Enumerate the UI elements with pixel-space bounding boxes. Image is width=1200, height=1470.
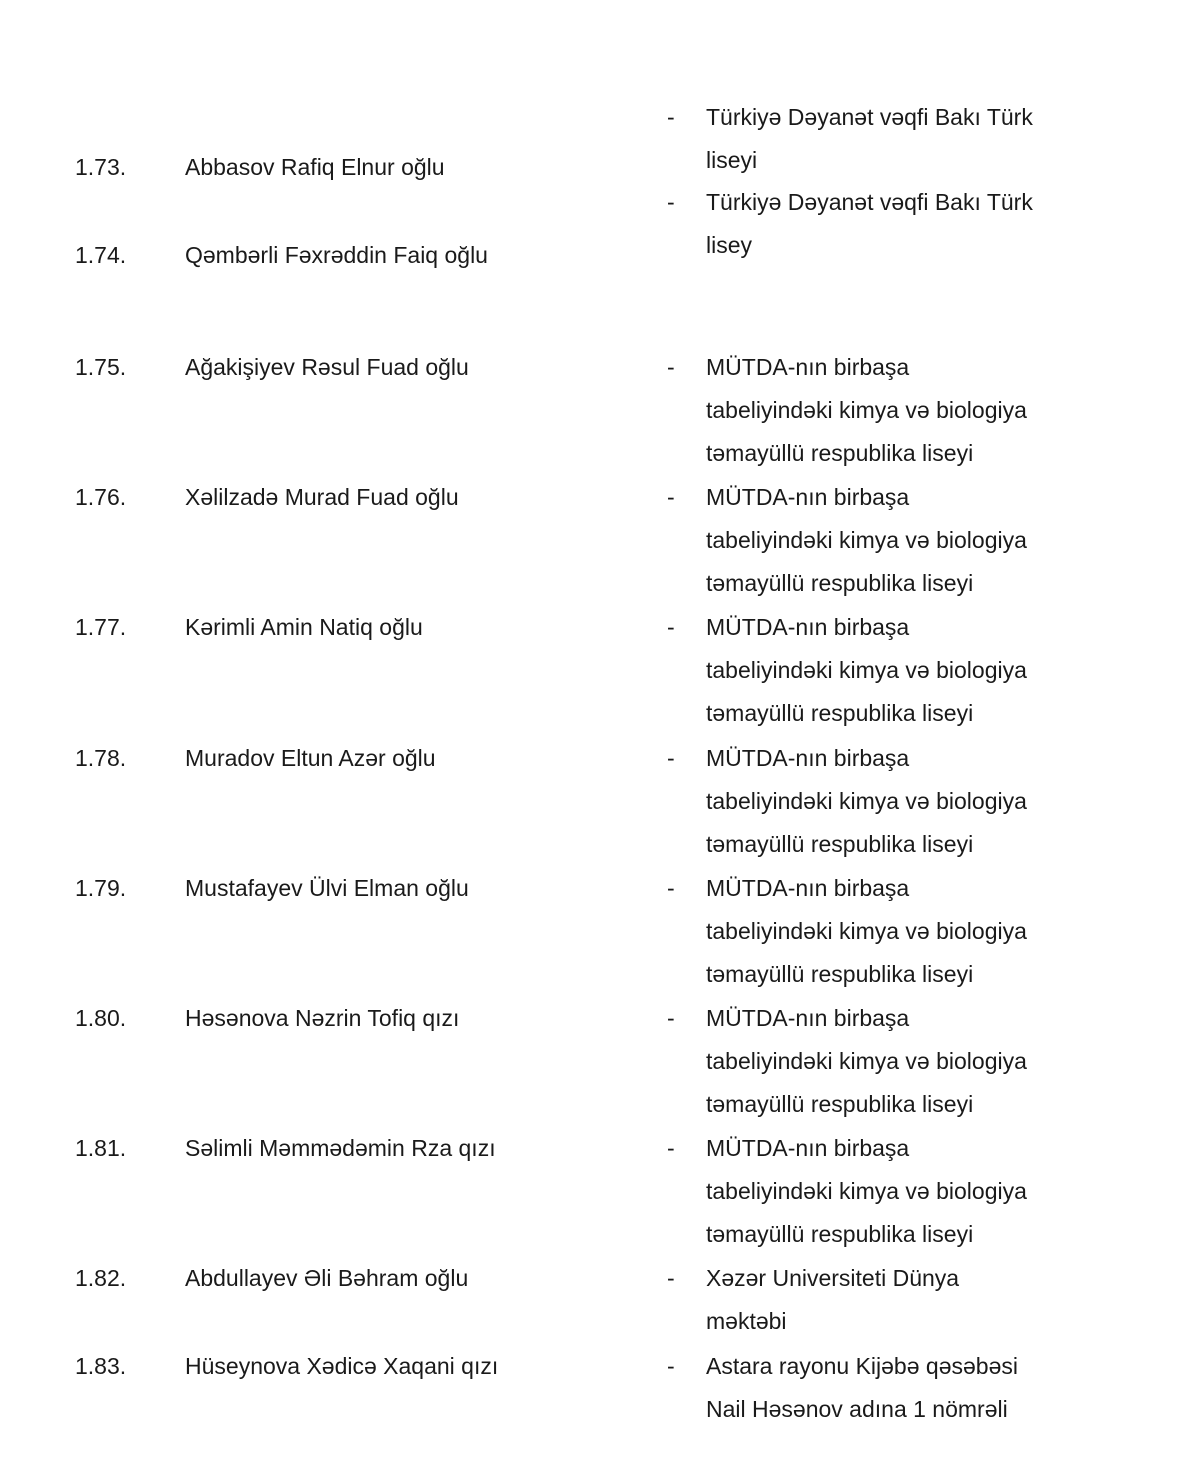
dash: - [667, 745, 675, 771]
person-name: Mustafayev Ülvi Elman oğlu [185, 875, 469, 901]
entry-number: 1.80. [75, 1005, 127, 1031]
school-line: təmayüllü respublika liseyi [706, 961, 974, 987]
school-line: MÜTDA-nın birbaşa [706, 614, 910, 640]
entry-number: 1.77. [75, 614, 127, 640]
school-line: Nail Həsənov adına 1 nömrəli [706, 1396, 1008, 1422]
school-line: məktəbi [706, 1308, 787, 1334]
person-name: Muradov Eltun Azər oğlu [185, 745, 436, 771]
school-line: Türkiyə Dəyanət vəqfi Bakı Türk [706, 189, 1033, 215]
person-name: Həsənova Nəzrin Tofiq qızı [185, 1005, 460, 1031]
dash: - [667, 104, 675, 130]
entry-number: 1.73. [75, 154, 127, 180]
school-line: MÜTDA-nın birbaşa [706, 1135, 910, 1161]
school-line: təmayüllü respublika liseyi [706, 700, 974, 726]
school-line: liseyi [706, 147, 758, 173]
school-line: təmayüllü respublika liseyi [706, 1091, 974, 1117]
school-name [706, 997, 1076, 1126]
school-line: MÜTDA-nın birbaşa [706, 745, 910, 771]
dash: - [667, 614, 675, 640]
entry-number: 1.83. [75, 1353, 127, 1379]
entry-number: 1.75. [75, 354, 127, 380]
dash: - [667, 484, 675, 510]
school-name [706, 346, 1076, 475]
person-name: Səlimli Məmmədəmin Rza qızı [185, 1135, 496, 1161]
school-name [706, 737, 1076, 866]
school-line: təmayüllü respublika liseyi [706, 831, 974, 857]
school-line: MÜTDA-nın birbaşa [706, 354, 910, 380]
school-name [706, 1257, 1076, 1343]
dash: - [667, 1005, 675, 1031]
school-line: Türkiyə Dəyanət vəqfi Bakı Türk [706, 104, 1033, 130]
school-line: MÜTDA-nın birbaşa [706, 875, 910, 901]
person-name: Abbasov Rafiq Elnur oğlu [185, 154, 445, 180]
school-line: lisey [706, 232, 753, 258]
dash: - [667, 354, 675, 380]
dash: - [667, 1265, 675, 1291]
dash: - [667, 189, 675, 215]
school-name [706, 867, 1076, 996]
school-line: MÜTDA-nın birbaşa [706, 1005, 910, 1031]
school-line: tabeliyindəki kimya və biologiya [706, 657, 1027, 683]
school-line: Xəzər Universiteti Dünya [706, 1265, 960, 1291]
school-line: Astara rayonu Kijəbə qəsəbəsi [706, 1353, 1018, 1379]
school-name [706, 96, 1076, 182]
person-name: Hüseynovа Xədicə Xaqani qızı [185, 1353, 499, 1379]
person-name: Kərimli Amin Natiq oğlu [185, 614, 423, 640]
school-line: tabeliyindəki kimya və biologiya [706, 788, 1027, 814]
entry-number: 1.78. [75, 745, 127, 771]
person-name: Ağakişiyev Rəsul Fuad oğlu [185, 354, 469, 380]
school-line: MÜTDA-nın birbaşa [706, 484, 910, 510]
school-name [706, 1345, 1076, 1431]
entry-number: 1.82. [75, 1265, 127, 1291]
school-line: tabeliyindəki kimya və biologiya [706, 397, 1027, 423]
school-name [706, 1127, 1076, 1256]
person-name: Xəlilzadə Murad Fuad oğlu [185, 484, 459, 510]
school-name [706, 181, 1076, 267]
entry-number: 1.76. [75, 484, 127, 510]
school-line: tabeliyindəki kimya və biologiya [706, 918, 1027, 944]
dash: - [667, 1135, 675, 1161]
school-line: tabeliyindəki kimya və biologiya [706, 1178, 1027, 1204]
school-line: tabeliyindəki kimya və biologiya [706, 527, 1027, 553]
entry-number: 1.74. [75, 242, 127, 268]
school-line: təmayüllü respublika liseyi [706, 570, 974, 596]
dash: - [667, 1353, 675, 1379]
entry-number: 1.79. [75, 875, 127, 901]
entry-number: 1.81. [75, 1135, 127, 1161]
person-name: Abdullayev Əli Bəhram oğlu [185, 1265, 469, 1291]
person-name: Qəmbərli Fəxrəddin Faiq oğlu [185, 242, 488, 268]
school-line: təmayüllü respublika liseyi [706, 440, 974, 466]
school-name [706, 476, 1076, 605]
school-line: tabeliyindəki kimya və biologiya [706, 1048, 1027, 1074]
school-line: təmayüllü respublika liseyi [706, 1221, 974, 1247]
school-name [706, 606, 1076, 735]
dash: - [667, 875, 675, 901]
